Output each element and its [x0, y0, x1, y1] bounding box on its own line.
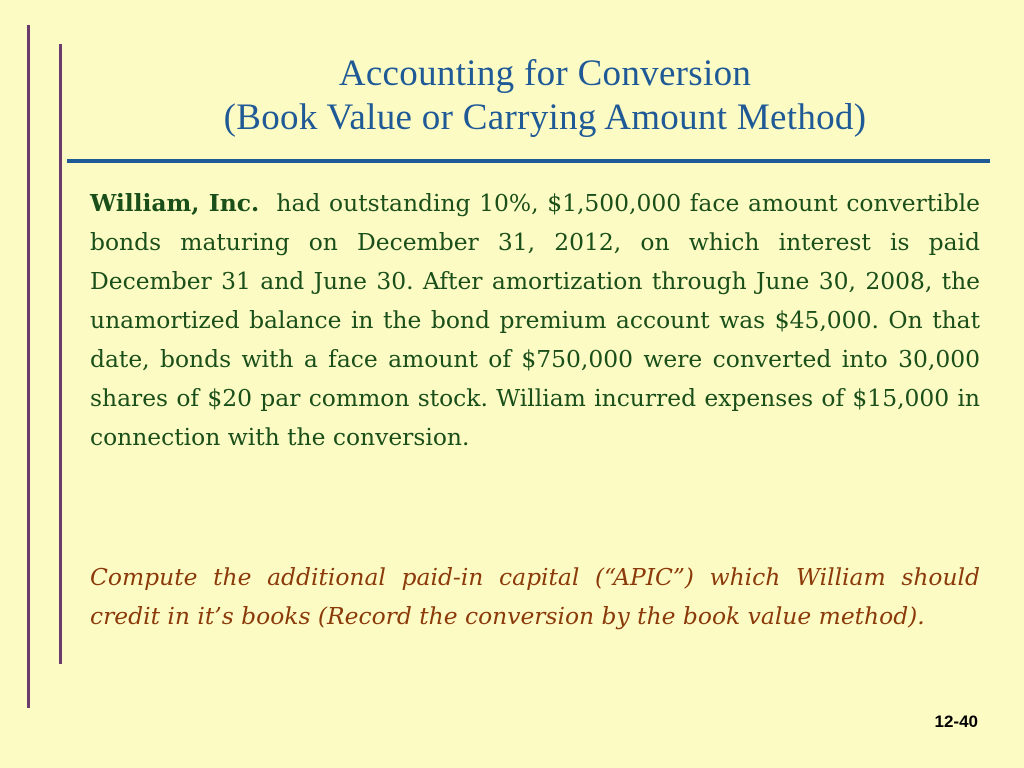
problem-paragraph — [90, 184, 980, 457]
title-line-2: (Book Value or Carrying Amount Method) — [223, 97, 867, 138]
title-line-1: Accounting for Conversion — [338, 53, 752, 94]
question-paragraph: Compute the additional paid-in capital (“APIC”) which William should credit in it’s books (Record the conversion by the book value method). — [90, 563, 980, 630]
title-divider — [67, 159, 990, 163]
left-accent-bar-outer — [27, 25, 30, 708]
company-name: William, Inc. — [90, 189, 260, 217]
slide-title — [60, 52, 1024, 140]
slide-number: 12-40 — [934, 712, 978, 731]
problem-text: had outstanding 10%, $1,500,000 face amount convertible bonds maturing on December 31, 2012, on which interest is paid December 31 and June 30. After amortization through June 30, 2008, the unamortized balance in the bond premium account was $45,000. On that date, bonds with a face amount of $750,000 were converted into 30,000 shares of $20 par common stock. William incurred expenses of $15,000 in connection with the conversion. — [90, 189, 980, 451]
